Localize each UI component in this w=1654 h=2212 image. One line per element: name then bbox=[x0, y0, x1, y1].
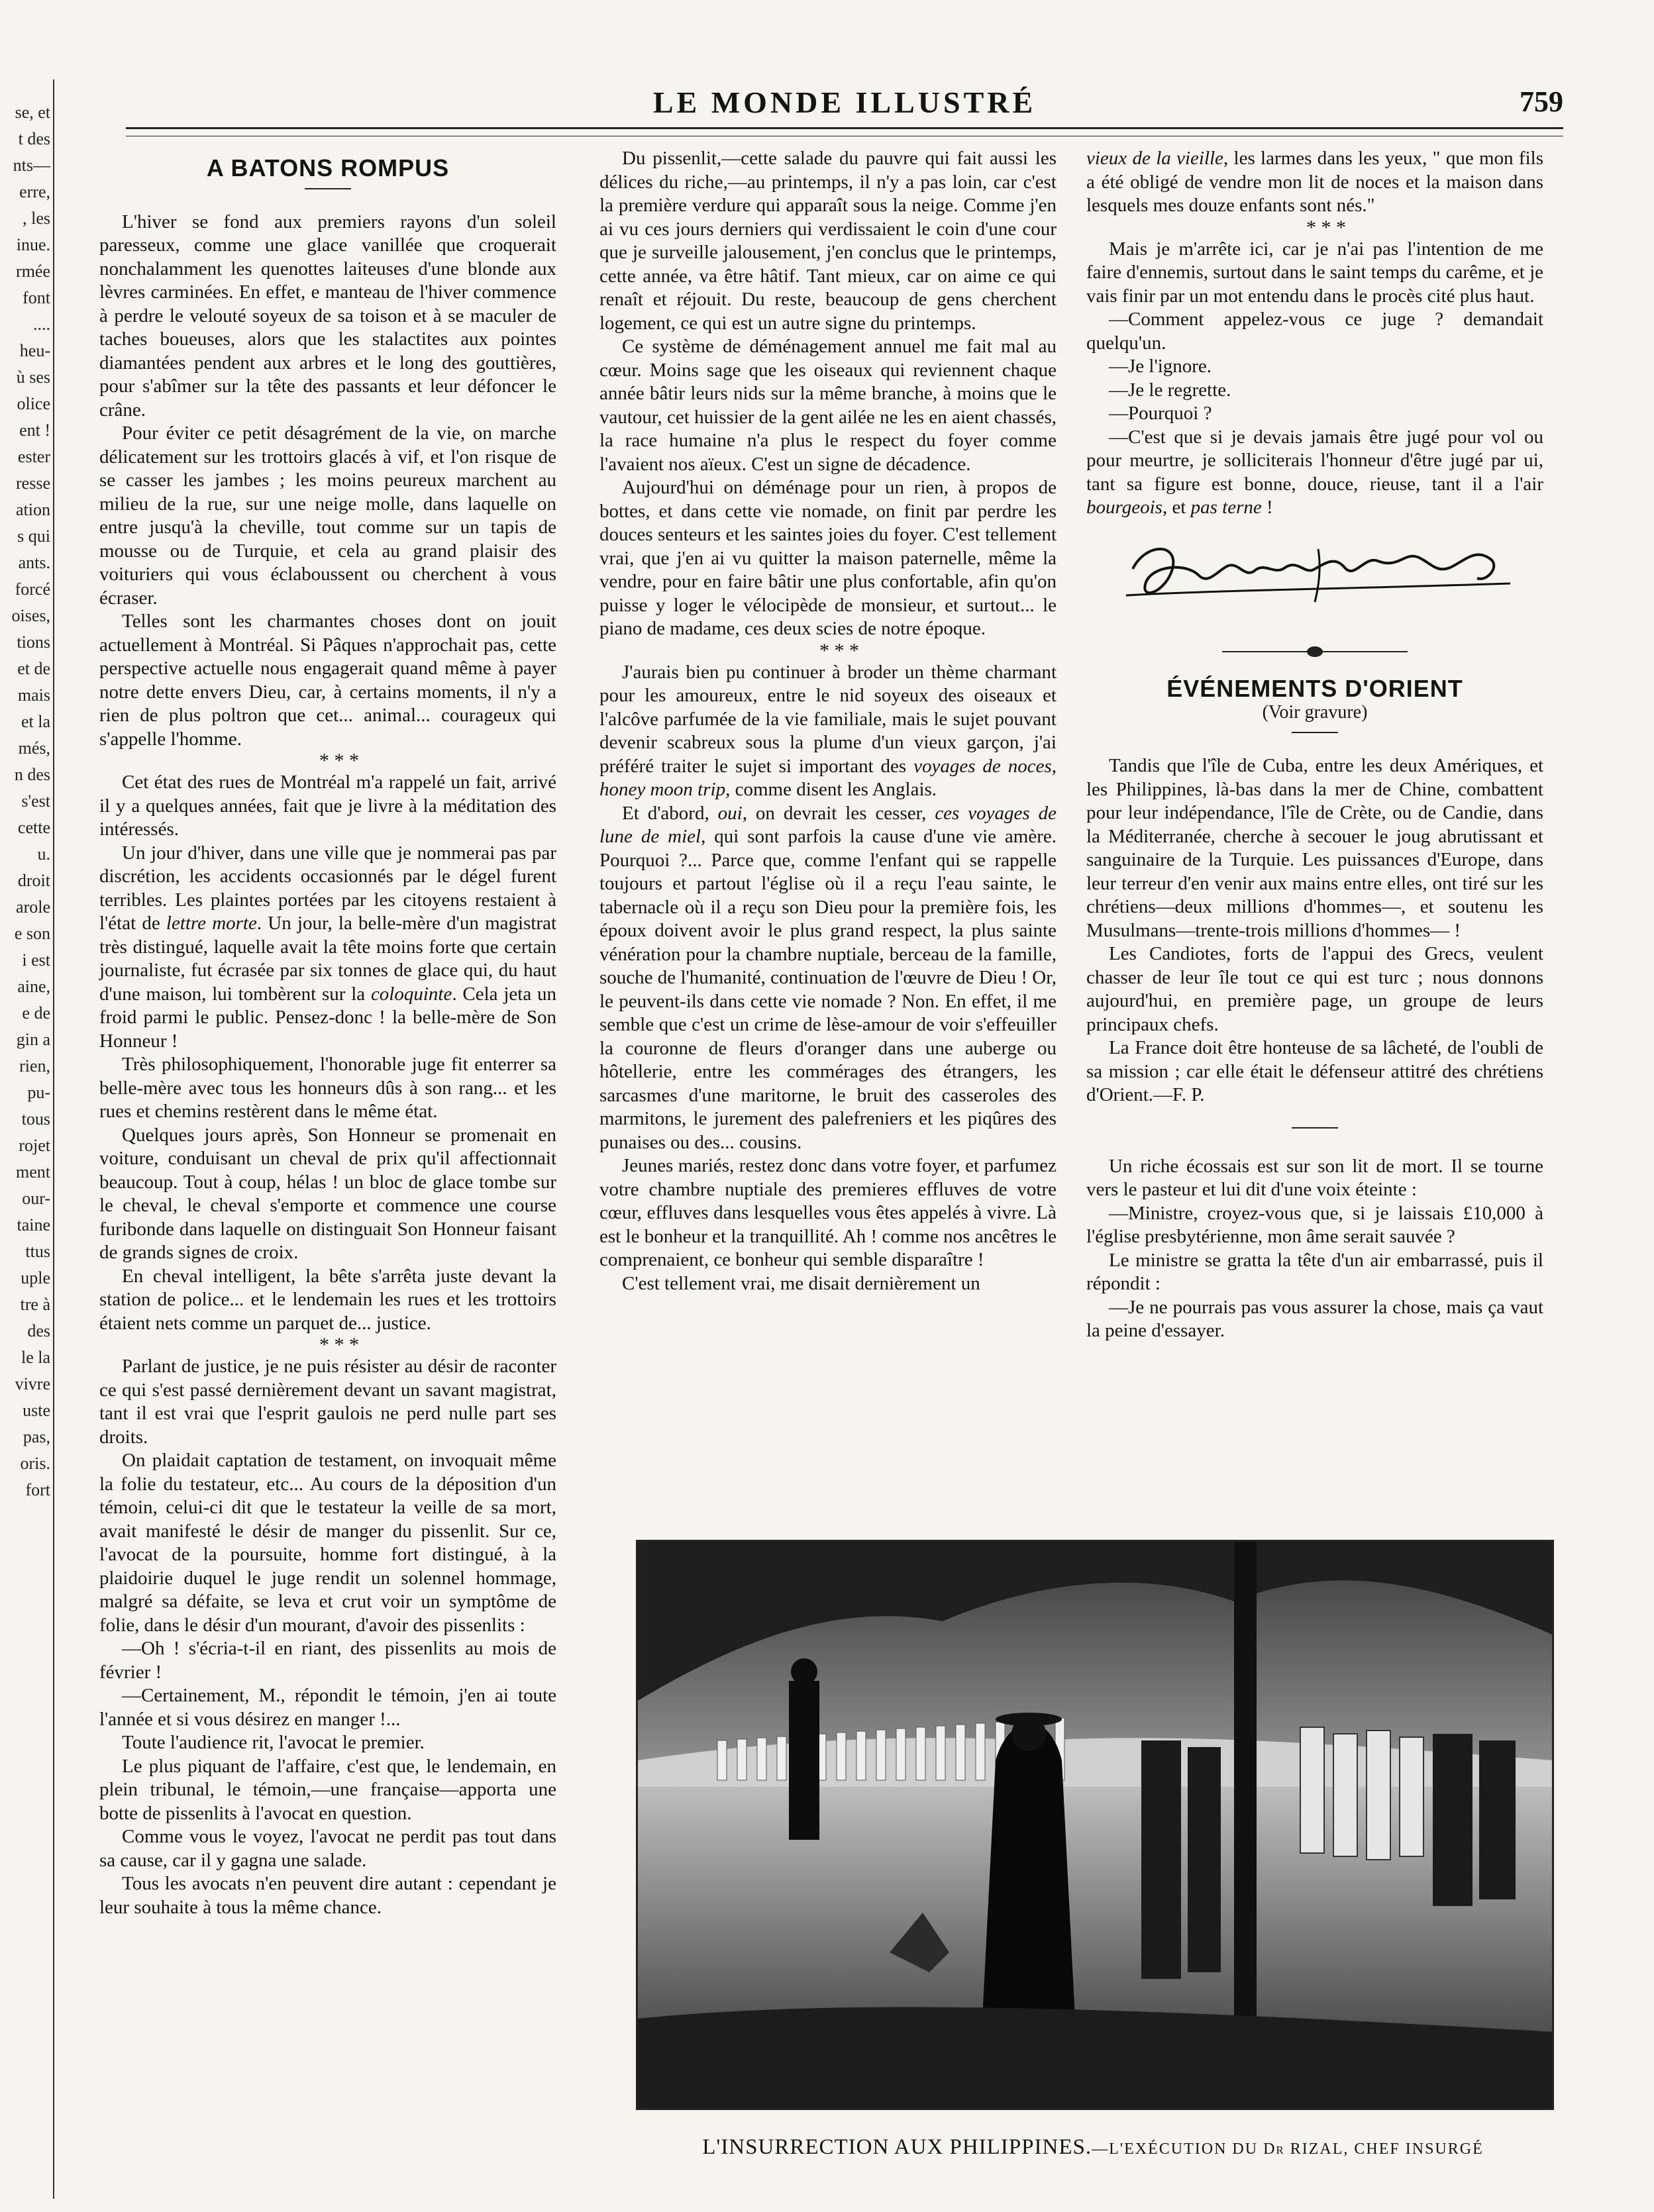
paragraph: Un riche écossais est sur son lit de mort. Il se tourne vers le pasteur et lui dit d'une voix éteinte : bbox=[1086, 1155, 1543, 1200]
title-rule bbox=[1292, 732, 1338, 733]
text-run: , comme disent les Anglais. bbox=[725, 779, 937, 800]
margin-fragment: nts— bbox=[13, 156, 50, 175]
margin-fragment: oris. bbox=[20, 1454, 50, 1473]
paragraph: Le ministre se gratta la tête d'un air embarrassé, puis il répondit : bbox=[1086, 1249, 1543, 1294]
text-run: Un jour d'hiver, dans une ville que je nommerai pas par discrétion, les accidents occasionnés par le dégel furent terribles. Les plaintes portées par les citoyens restaient à l'état de bbox=[99, 842, 556, 934]
paragraph: C'est tellement vrai, me disait dernièrement un bbox=[622, 1272, 980, 1294]
italic-text: lettre morte bbox=[166, 913, 257, 934]
header-rule bbox=[126, 127, 1563, 136]
paragraph: Tous les avocats n'en peuvent dire autant : cependant je leur souhaite à tous la même chance. bbox=[99, 1873, 556, 1918]
margin-fragment: tions bbox=[17, 632, 50, 652]
page-number: 759 bbox=[1520, 85, 1563, 118]
article-title: ÉVÉNEMENTS D'ORIENT bbox=[1166, 675, 1463, 702]
margin-fragment: erre, bbox=[19, 182, 50, 201]
paragraph bbox=[1086, 426, 1543, 520]
paragraph bbox=[1086, 147, 1543, 218]
margin-fragment: le la bbox=[21, 1348, 50, 1367]
paragraph: —Oh ! s'écria-t-il en riant, des pissenlits au mois de février ! bbox=[99, 1638, 556, 1683]
section-stars: * * * bbox=[319, 1334, 359, 1356]
margin-fragment: ù ses bbox=[16, 368, 50, 387]
text-run: J'aurais bien pu continuer à broder un thème charmant pour les amoureux, entre le nid soyeux des oiseaux et l'alcôve parfumée de la vie familiale, mais le sujet pouvant devenir scabreux sous la plume d'un vieux garçon, j'ai préféré traiter le sujet si important des bbox=[599, 661, 1057, 777]
paragraph: Les Candiotes, forts de l'appui des Grecs, veulent chasser de leur île tout ce qui est turc ; nous donnons aujourd'hui, en première page, un groupe de leurs principaux chefs. bbox=[1086, 943, 1543, 1035]
paragraph: Cet état des rues de Montréal m'a rappelé un fait, arrivé il y a quelques années, fait que je livre à la méditation des intéressés. bbox=[99, 772, 556, 840]
margin-fragment: ants. bbox=[18, 553, 50, 572]
margin-fragment: tre à bbox=[20, 1295, 50, 1314]
paragraph: Telles sont les charmantes choses dont on jouit actuellement à Montréal. Si Pâques n'approchait pas, cette perspective actuelle nous engagerait quand même à payer notre dette envers Dieu, car, à certains moments, il n'y a rien de plus poltron que cet... animal... courageux qui s'appelle l'homme. bbox=[99, 611, 556, 750]
margin-fragment: més, bbox=[18, 738, 50, 758]
paragraph: Quelques jours après, Son Honneur se promenait en voiture, conduisant un cheval de prix qu'il affectionnait beaucoup. Tout à coup, hélas ! un bloc de glace tombe sur le cheval, le cheval s'emporte et commence une course furibonde dans laquelle on distinguait Son Honneur faisant de grands signes de croix. bbox=[99, 1124, 556, 1263]
column-1 bbox=[99, 147, 556, 1919]
title-rule bbox=[305, 188, 351, 189]
paragraph: —Ministre, croyez-vous que, si je laissais £10,000 à l'église presbytérienne, mon âme serait sauvée ? bbox=[1086, 1202, 1543, 1247]
facing-page-margin-text bbox=[0, 99, 53, 2186]
paragraph bbox=[599, 802, 1057, 1155]
section-stars: * * * bbox=[819, 639, 859, 662]
text-run: , les larmes dans les yeux, " que mon fils a été obligé de vendre mon lit de noces et la maison dans lesquels mes douze enfants sont nés." bbox=[1086, 148, 1543, 216]
margin-fragment: t des bbox=[18, 129, 50, 148]
italic-text: voyages de noces, honey moon trip bbox=[599, 755, 1057, 800]
margin-fragment: cette bbox=[17, 818, 50, 837]
paragraph: Du pissenlit,—cette salade du pauvre qui fait aussi les délices du riche,—au printemps, il n'y a pas loin, car c'est la première verdure qui apparaît sous la neige. Comme j'en ai vu ces jours derniers qui verdissaient le coin d'une cour que je surveille jalousement, j'en conclus que le printemps, cette année, va être hâtif. Tant mieux, car on aime ce qui renaît et réjouit. Du reste, beaucoup de gens cherchent logement, ce qui est un autre signe du printemps. bbox=[599, 148, 1057, 334]
margin-fragment: rmée bbox=[16, 262, 50, 281]
text-run: Et d'abord, bbox=[622, 802, 718, 824]
engraving-illustration bbox=[638, 1542, 1552, 2108]
paragraph: En cheval intelligent, la bête s'arrêta juste devant la station de police... et le lendemain les rues et les trottoirs étaient nets comme un parquet de... justice. bbox=[99, 1265, 556, 1334]
margin-fragment: olice bbox=[17, 394, 50, 413]
margin-fragment: heu- bbox=[19, 341, 50, 360]
running-head bbox=[126, 85, 1563, 131]
paragraph: —Pourquoi ? bbox=[1109, 403, 1212, 424]
paragraph: Toute l'audience rit, l'avocat le premier. bbox=[122, 1732, 425, 1753]
paragraph: —Je l'ignore. bbox=[1109, 356, 1212, 377]
margin-fragment: pas, bbox=[23, 1427, 50, 1446]
margin-fragment: aine, bbox=[17, 977, 50, 996]
margin-fragment: pu- bbox=[27, 1083, 50, 1102]
paragraph: Jeunes mariés, restez donc dans votre foyer, et parfumez votre chambre nuptiale des premieres effluves de votre cœur, effluves dans lesquelles vous êtes appelés à vivre. Là est le bonheur et la tranquillité. Ah ! comme nos ancêtres le comprenaient, ce bonheur qui semble disparaître ! bbox=[599, 1155, 1057, 1270]
margin-fragment: forcé bbox=[15, 579, 50, 599]
margin-fragment: ent ! bbox=[19, 421, 50, 440]
italic-text: bourgeois bbox=[1086, 497, 1163, 518]
margin-fragment: i est bbox=[22, 950, 50, 970]
margin-fragment: e son bbox=[14, 924, 50, 943]
paragraph: On plaidait captation de testament, on invoquait même la folie du testateur, etc... Au cours de la déposition d'un témoin, celui-ci dit que le testateur la veille de sa mort, avait manifesté le désir de manger du pissenlit. Sur ce, l'avocat de la poursuite, homme fort distingué, à la plaidoirie duquel le juge rendit un solennel hommage, malgré sa défaite, se leva et crut voir un symptôme de folie, dans le désir d'un mourant, d'avoir des pissenlits : bbox=[99, 1450, 556, 1636]
margin-fragment: rien, bbox=[19, 1056, 50, 1076]
text-run: , on devrait les cesser, bbox=[742, 802, 935, 824]
publication-title: LE MONDE ILLUSTRÉ bbox=[652, 85, 1037, 119]
column-3 bbox=[1086, 147, 1543, 1343]
paragraph: —Certainement, M., répondit le témoin, j'en ai toute l'année et si vous désirez en manger !... bbox=[99, 1685, 556, 1730]
margin-fragment: ment bbox=[16, 1162, 50, 1181]
margin-fragment: et de bbox=[17, 659, 50, 678]
execution-engraving bbox=[636, 1540, 1554, 2110]
margin-fragment: des bbox=[27, 1321, 50, 1340]
margin-fragment: fort bbox=[25, 1480, 50, 1499]
margin-fragment: uste bbox=[23, 1401, 50, 1420]
text-run: . Un jour, la belle-mère d'un magistrat très distingué, laquelle avait la tête moins forte que certain journaliste, fut écrasée par six tonnes de glace qui, du haut d'une maison, lui tombèrent sur la bbox=[99, 913, 557, 1005]
paragraph: Très philosophiquement, l'honorable juge fit enterrer sa belle-mère avec tous les honneurs dûs à son rang... et les rues et chemins restèrent dans le même état. bbox=[99, 1054, 556, 1122]
paragraph: Mais je m'arrête ici, car je n'ai pas l'intention de me faire d'ennemis, surtout dans le saint temps du carême, et je vais finir par un mot entendu dans le procès cité plus haut. bbox=[1086, 238, 1543, 307]
text-run: , qui sont parfois la cause d'une vie amère. Pourquoi ?... Parce que, comme l'enfant qui se rappelle toujours et partout l'église où il a reçu l'eau sainte, le tabernacle où il a reçu son Dieu pour la première fois, les époux doivent avoir le plus grand respect, la plus sainte vénération pour la chambre nuptiale, berceau de la famille, souche de l'humanité, continuation de l'œuvre de Dieu ! Or, le peuvent-ils dans cette vie nomade ? Non. En effet, il me semble que c'est un crime de lèse-amour de voir s'effeuiller la couronne de fleurs d'oranger dans une auberge ou hôtellerie, entre les commérages des étrangers, les sarcasmes d'une maritorne, le bruit des casseroles des marmitons, le jurement des palefreniers et les piqûres des punaises ou des... cousins. bbox=[599, 826, 1057, 1153]
section-stars: * * * bbox=[1306, 216, 1346, 238]
margin-fragment: se, et bbox=[15, 103, 50, 122]
margin-fragment: uple bbox=[21, 1268, 50, 1287]
text-run: ! bbox=[1261, 497, 1273, 518]
section-stars: * * * bbox=[319, 750, 359, 772]
margin-fragment: ation bbox=[16, 500, 50, 519]
caption-title: L'INSURRECTION AUX PHILIPPINES. bbox=[702, 2135, 1092, 2159]
margin-fragment: droit bbox=[17, 871, 50, 890]
margin-fragment: vivre bbox=[15, 1374, 50, 1393]
paragraph: —Je ne pourrais pas vous assurer la chose, mais ça vaut la peine d'essayer. bbox=[1086, 1296, 1543, 1341]
engraving-caption bbox=[636, 2135, 1550, 2160]
author-signature bbox=[1086, 529, 1543, 615]
margin-fragment: n des bbox=[14, 765, 50, 784]
margin-fragment: rojet bbox=[19, 1136, 50, 1155]
margin-fragment: gin a bbox=[16, 1030, 50, 1049]
paragraph: —Comment appelez-vous ce juge ? demandait quelqu'un. bbox=[1086, 309, 1543, 354]
text-run: —C'est que si je devais jamais être jugé pour vol ou pour meurtre, je solliciterais l'honneur d'être jugé par ui, tant sa figure est bonne, douce, rieuse, tant il a l'air bbox=[1086, 426, 1543, 495]
paragraph: Aujourd'hui on déménage pour un rien, à propos de bottes, et dans cette vie nomade, on finit par perdre les douces senteurs et les saintes joies du foyer. C'est tellement vrai, que j'en ai vu quitter la maison paternelle, même la vendre, pour en faire bâtir une plus confortable, afin qu'on puisse y loger le vélocipède de monsieur, et surtout... le piano de madame, ces deux scies de notre époque. bbox=[599, 477, 1057, 639]
gutter-rule bbox=[53, 79, 54, 2199]
text-run: , et bbox=[1162, 497, 1191, 518]
margin-fragment: e de bbox=[22, 1003, 50, 1023]
caption-subtitle: —L'EXÉCUTION DU Dr RIZAL, CHEF INSURGÉ bbox=[1092, 2140, 1484, 2158]
margin-fragment: et la bbox=[21, 712, 50, 731]
column-2 bbox=[599, 147, 1057, 1295]
italic-text: coloquinte bbox=[370, 983, 452, 1005]
margin-fragment: , les bbox=[23, 209, 50, 228]
paragraph: Comme vous le voyez, l'avocat ne perdit pas tout dans sa cause, car il y gagna une salade. bbox=[99, 1826, 556, 1871]
paragraph: L'hiver se fond aux premiers rayons d'un soleil paresseux, comme une glace vanillée que croquerait nonchalamment les quenottes laiteuses d'une blonde aux lèvres carminées. En effet, e manteau de l'hiver commence à perdre le velouté soyeux de sa toison et à se maculer de taches boueuses, alors que les stalactites aux pointes diamantées pendent aux arbres et le long des gouttières, pour s'abîmer sur la tête des passants et leur défoncer le crâne. bbox=[99, 211, 556, 421]
margin-fragment: resse bbox=[16, 474, 50, 493]
italic-text: vieux de la vieille bbox=[1086, 148, 1223, 169]
margin-fragment: tous bbox=[21, 1109, 50, 1129]
text-run: . Cela jeta un froid parmi le public. Pensez-donc ! la belle-mère de Son Honneur ! bbox=[99, 983, 556, 1052]
margin-fragment: mais bbox=[17, 685, 50, 705]
paragraph: Le plus piquant de l'affaire, c'est que, le lendemain, en plein tribunal, le témoin,—une française—apporta une botte de pissenlits à l'avocat en question. bbox=[99, 1755, 556, 1824]
article-subtitle: (Voir gravure) bbox=[1262, 701, 1368, 723]
paragraph bbox=[99, 842, 556, 1054]
margin-fragment: u. bbox=[37, 844, 50, 864]
italic-text: pas terne bbox=[1190, 497, 1262, 518]
paragraph: La France doit être honteuse de sa lâcheté, de l'oubli de sa mission ; car elle était le défenseur attitré des chrétiens d'Orient.—F. P. bbox=[1086, 1037, 1543, 1105]
margin-fragment: oises, bbox=[11, 606, 50, 625]
article-title: A BATONS ROMPUS bbox=[206, 154, 450, 181]
margin-fragment: .... bbox=[33, 315, 50, 334]
italic-text: ces voyages de lune de miel bbox=[599, 802, 1057, 847]
section-ornament bbox=[1222, 646, 1408, 657]
margin-fragment: s'est bbox=[21, 791, 50, 811]
margin-fragment: arole bbox=[16, 897, 50, 917]
margin-fragment: inue. bbox=[16, 235, 50, 254]
paragraph: Ce système de déménagement annuel me fait mal au cœur. Moins sage que les oiseaux qui reviennent chaque année bâtir leurs nids sur la même branche, à moins que le vautour, cet huissier de la gent ailée ne les en aient chassés, la race humaine n'a plus le respect du foyer comme l'avaient nos aïeux. C'est un signe de décadence. bbox=[599, 336, 1057, 475]
margin-fragment: font bbox=[23, 288, 50, 307]
margin-fragment: ester bbox=[17, 447, 50, 466]
paragraph bbox=[599, 661, 1057, 802]
margin-fragment: s qui bbox=[17, 527, 50, 546]
paragraph: Tandis que l'île de Cuba, entre les deux Amériques, et les Philippines, là-bas dans la mer de Chine, combattent pour leur indépendance, l'île de Crète, ou de Candie, dans la Méditerranée, cherche à secouer le joug abrutissant et sanguinaire de la Turquie. Les puissances d'Europe, dans leur terreur d'en venir aux mains entre elles, ont tiré sur les chrétiens—deux millions d'hommes—, et soutenu les Musulmans—trente-trois millions d'hommes— ! bbox=[1086, 755, 1543, 941]
italic-text: oui bbox=[717, 802, 743, 824]
margin-fragment: taine bbox=[17, 1215, 50, 1234]
margin-fragment: ttus bbox=[25, 1242, 50, 1261]
paragraph: Parlant de justice, je ne puis résister au désir de raconter ce qui s'est passé dernièrement devant un savant magistrat, tant il est vrai que l'esprit gaulois ne perd nulle part ses droits. bbox=[99, 1356, 556, 1448]
paragraph: Pour éviter ce petit désagrément de la vie, on marche délicatement sur les trottoirs glacés à vif, et l'on risque de se casser les jambes ; les moins peureux marchent au milieu de la rue, sur une neige molle, dans laquelle on entre jusqu'à la cheville, tout comme sur un tapis de mousse ou de Turquie, et cela au grand plaisir des voituriers qui vous éclaboussent ou cherchent à vous écraser. bbox=[99, 423, 556, 609]
margin-fragment: our- bbox=[22, 1189, 50, 1208]
section-rule bbox=[1292, 1127, 1338, 1129]
paragraph: —Je le regrette. bbox=[1109, 379, 1231, 401]
